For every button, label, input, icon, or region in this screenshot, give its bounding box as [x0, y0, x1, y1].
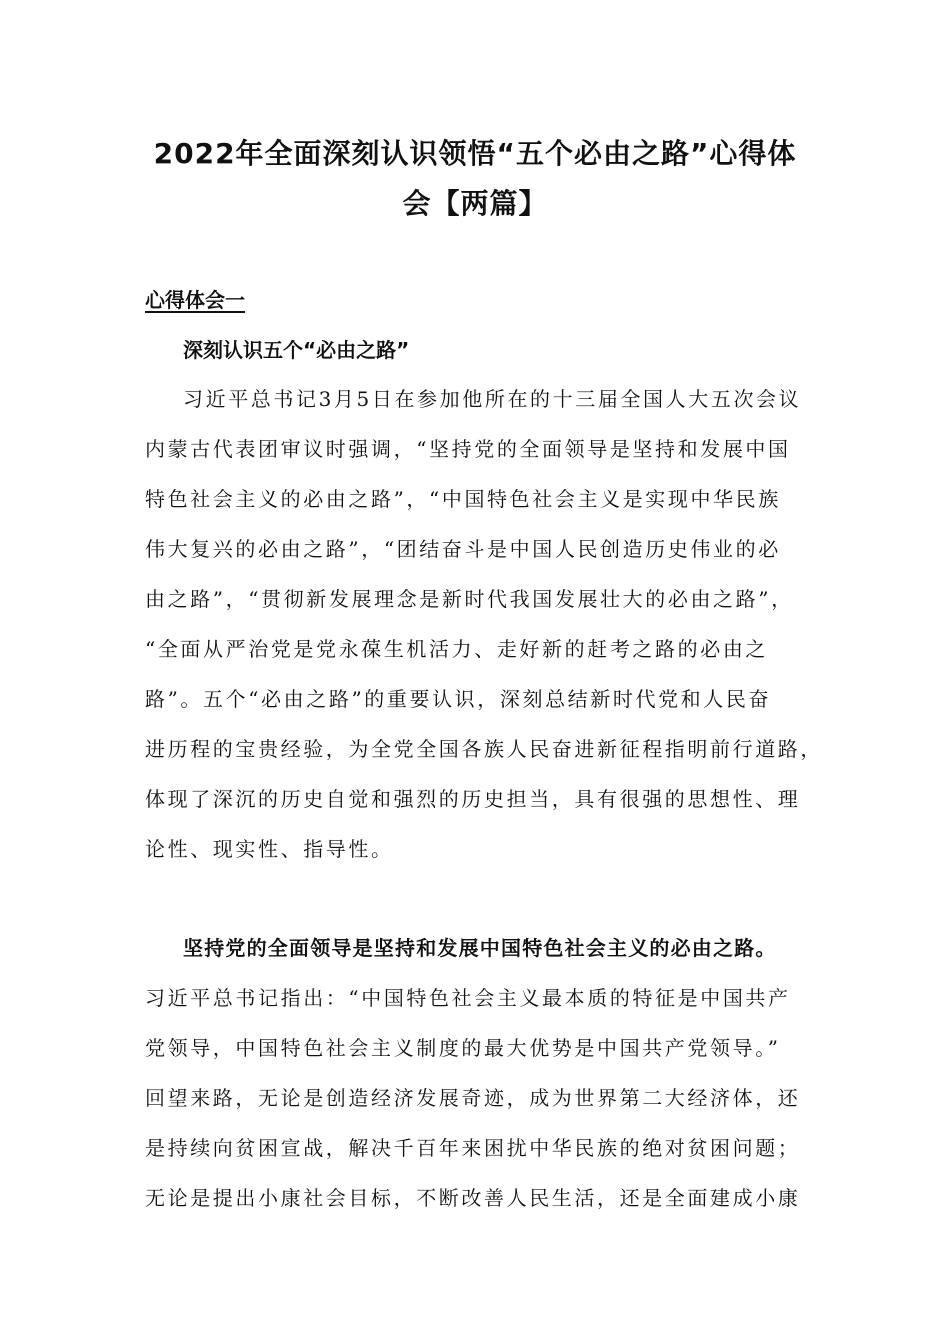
document-title-line-2: 会【两篇】 [402, 187, 548, 220]
paragraph-2-line: 习近平总书记指出：“中国特色社会主义最本质的特征是中国共产 [145, 986, 791, 1010]
subheading: 深刻认识五个“必由之路” [183, 338, 410, 362]
paragraph-1-line: 内蒙古代表团审议时强调，“坚持党的全面领导是坚持和发展中国 [145, 437, 791, 461]
paragraph-1-line: 伟大复兴的必由之路”，“团结奋斗是中国人民创造历史伟业的必 [145, 537, 781, 561]
paragraph-1-line: 论性、现实性、指导性。 [145, 837, 394, 861]
paragraph-2-line: 回望来路，无论是创造经济发展奇迹，成为世界第二大经济体，还 [145, 1086, 801, 1110]
paragraph-1 [145, 385, 823, 885]
paragraph-2 [145, 934, 810, 1234]
paragraph-1-line: “全面从严治党是党永葆生机活力、走好新的赶考之路的必由之 [145, 637, 769, 661]
paragraph-1-line: 特色社会主义的必由之路”，“中国特色社会主义是实现中华民族 [145, 487, 781, 511]
paragraph-1-line: 由之路”，“贯彻新发展理念是新时代我国发展壮大的必由之路”， [145, 587, 794, 611]
paragraph-2-line: 是持续向贫困宣战，解决千百年来困扰中华民族的绝对贫困问题； [145, 1136, 801, 1160]
paragraph-2-line: 无论是提出小康社会目标，不断改善人民生活，还是全面建成小康 [145, 1186, 801, 1210]
paragraph-1-line: 进历程的宝贵经验，为全党全国各族人民奋进新征程指明前行道路， [145, 737, 823, 761]
section-label: 心得体会一 [145, 288, 245, 312]
document-title-line-1: 2022年全面深刻认识领悟“五个必由之路”心得体 [153, 137, 797, 170]
paragraph-1-line: 路”。五个“必由之路”的重要认识，深刻总结新时代党和人民奋 [145, 687, 772, 711]
paragraph-1-line: 体现了深沉的历史自觉和强烈的历史担当，具有很强的思想性、理 [145, 787, 801, 811]
paragraph-2-line: 党领导，中国特色社会主义制度的最大优势是中国共产党领导。” [145, 1036, 781, 1060]
paragraph-1-line: 习近平总书记3月5日在参加他所在的十三届全国人大五次会议 [183, 387, 802, 411]
paragraph-2-heading: 坚持党的全面领导是坚持和发展中国特色社会主义的必由之路。 [183, 936, 777, 960]
